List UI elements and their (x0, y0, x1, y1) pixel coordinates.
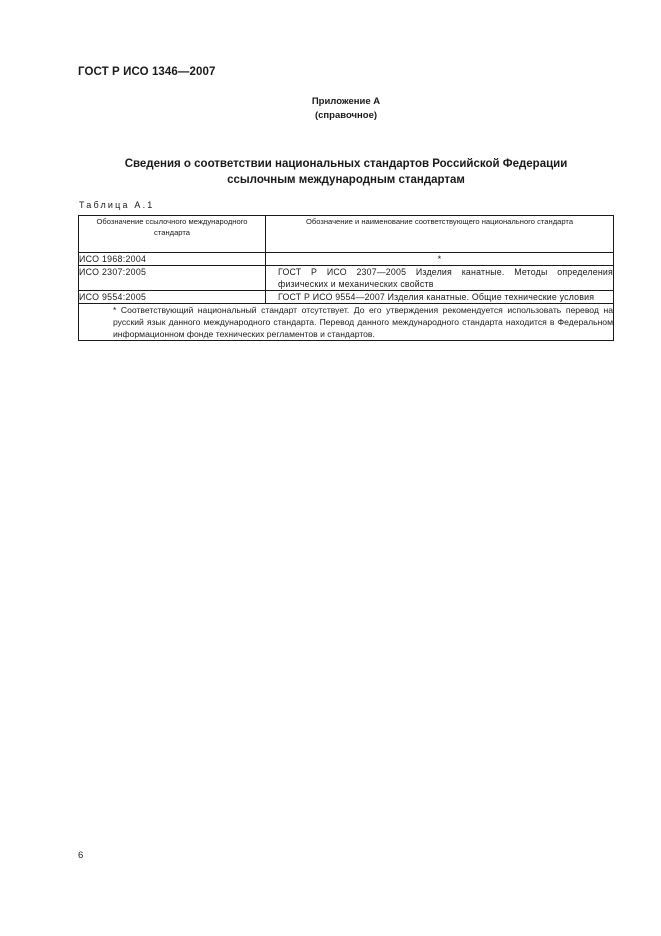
table-caption: Таблица А.1 (79, 200, 155, 210)
table-row (79, 291, 614, 304)
column-header-iso: Обозначение ссылочного международного стандарта (79, 216, 266, 253)
table-row (79, 253, 614, 266)
table-row (79, 266, 614, 291)
table-footnote-cell (79, 304, 614, 341)
table-footnote-row (79, 304, 614, 341)
appendix-title: Приложение А (311, 96, 381, 107)
iso-designation-cell: ИСО 2307:2005 (79, 266, 266, 291)
appendix-subtitle: (справочное) (314, 110, 378, 121)
page-number: 6 (78, 850, 84, 861)
appendix-heading (0, 95, 661, 123)
section-heading-line-1: Сведения о соответствии национальных стандартов Российской Федерации (124, 158, 568, 170)
table-header-row (79, 216, 614, 253)
column-header-gost: Обозначение и наименование соответствующего национального стандарта (266, 216, 614, 253)
iso-designation-cell: ИСО 9554:2005 (79, 291, 266, 304)
gost-designation-cell (266, 291, 614, 304)
gost-designation-text: ГОСТ Р ИСО 2307—2005 Изделия канатные. Методы определения физических и механических свойств (278, 267, 613, 289)
section-heading (0, 156, 661, 188)
gost-designation-text: ГОСТ Р ИСО 9554—2007 Изделия канатные. Общие технические условия (278, 292, 595, 302)
table-footnote: * Соответствующий национальный стандарт отсутствует. До его утверждения рекомендуется использовать перевод на русский язык данного международного стандарта. Перевод данного международного стандарта находится в Федеральном информационном фонде технических регламентов и стандартов. (113, 305, 613, 339)
gost-designation-cell: * (266, 253, 614, 266)
document-code: ГОСТ Р ИСО 1346—2007 (78, 66, 216, 78)
gost-designation-cell (266, 266, 614, 291)
section-heading-line-2: ссылочным международным стандартам (227, 174, 465, 186)
standards-correspondence-table (78, 215, 614, 341)
iso-designation-cell: ИСО 1968:2004 (79, 253, 266, 266)
